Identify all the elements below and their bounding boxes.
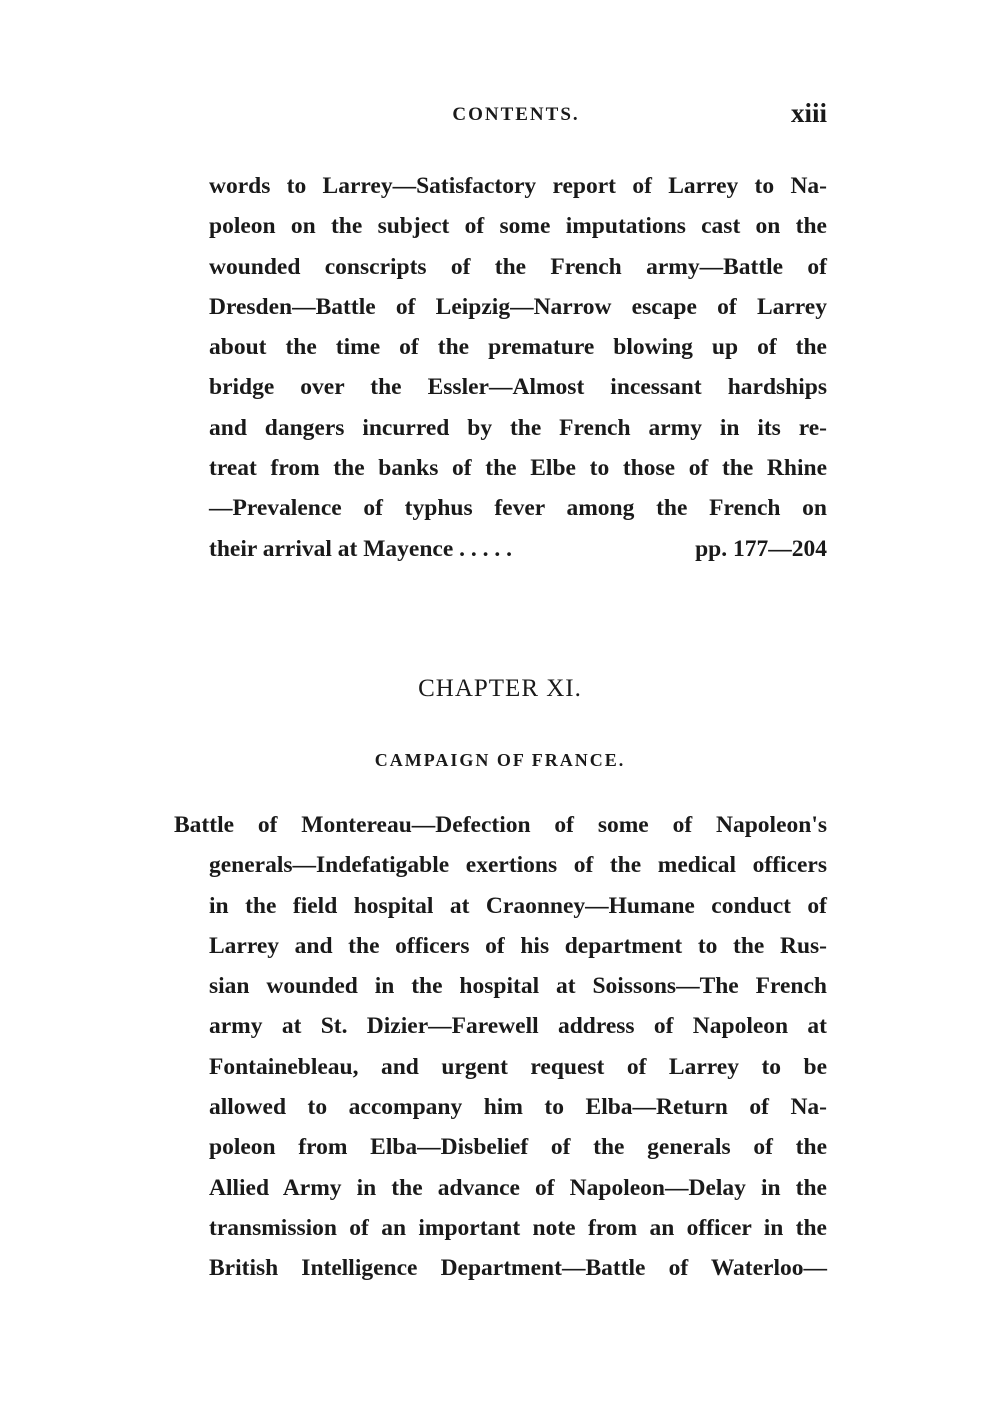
page-header [205,98,827,138]
chapter-title: CHAPTER XI. [418,675,582,702]
text-line-with-pages [209,529,827,569]
text-line: Battle of Montereau—Defection of some of Napoleon's [174,812,827,838]
text-line: about the time of the premature blowing up of the [209,334,827,361]
contents-entry-chapter-x [209,166,827,569]
text-line: allowed to accompany him to Elba—Return of Na- [209,1094,827,1121]
text-line: generals—Indefatigable exertions of the medical officers [209,852,827,879]
text-line: Dresden—Battle of Leipzig—Narrow escape of Larrey [209,293,827,320]
text-line: sian wounded in the hospital at Soissons—The French [209,973,827,1000]
text-line: transmission of an important note from an officer in the [209,1214,827,1241]
text-line: British Intelligence Department—Battle of Waterloo— [209,1255,827,1282]
running-head: CONTENTS. [452,104,580,125]
text-line: words to Larrey—Satisfactory report of Larrey to Na- [209,173,827,199]
text-line: Fontainebleau, and urgent request of Larrey to be [209,1053,827,1080]
text-line: treat from the banks of the Elbe to those of the Rhine [209,455,827,482]
text-line: poleon on the subject of some imputations cast on the [209,213,827,240]
text-line: poleon from Elba—Disbelief of the generals of the [209,1134,827,1161]
text-line: wounded conscripts of the French army—Battle of [209,253,827,280]
contents-entry-chapter-xi [174,805,827,1289]
text-line: in the field hospital at Craonney—Humane conduct of [209,892,827,919]
chapter-subtitle: CAMPAIGN OF FRANCE. [374,750,626,770]
text-line: Larrey and the officers of his department to the Rus- [209,932,827,959]
page-range: pp. 177—204 [695,535,827,562]
text-line: Allied Army in the advance of Napoleon—Delay in the [209,1174,827,1201]
text-line: army at St. Dizier—Farewell address of Napoleon at [209,1013,827,1040]
text-line: —Prevalence of typhus fever among the French on [209,495,827,522]
page-number: xiii [790,98,827,128]
leader-text: their arrival at Mayence . . . . . [209,535,513,562]
text-line: bridge over the Essler—Almost incessant hardships [209,374,827,401]
text-line: and dangers incurred by the French army in its re- [209,414,827,441]
